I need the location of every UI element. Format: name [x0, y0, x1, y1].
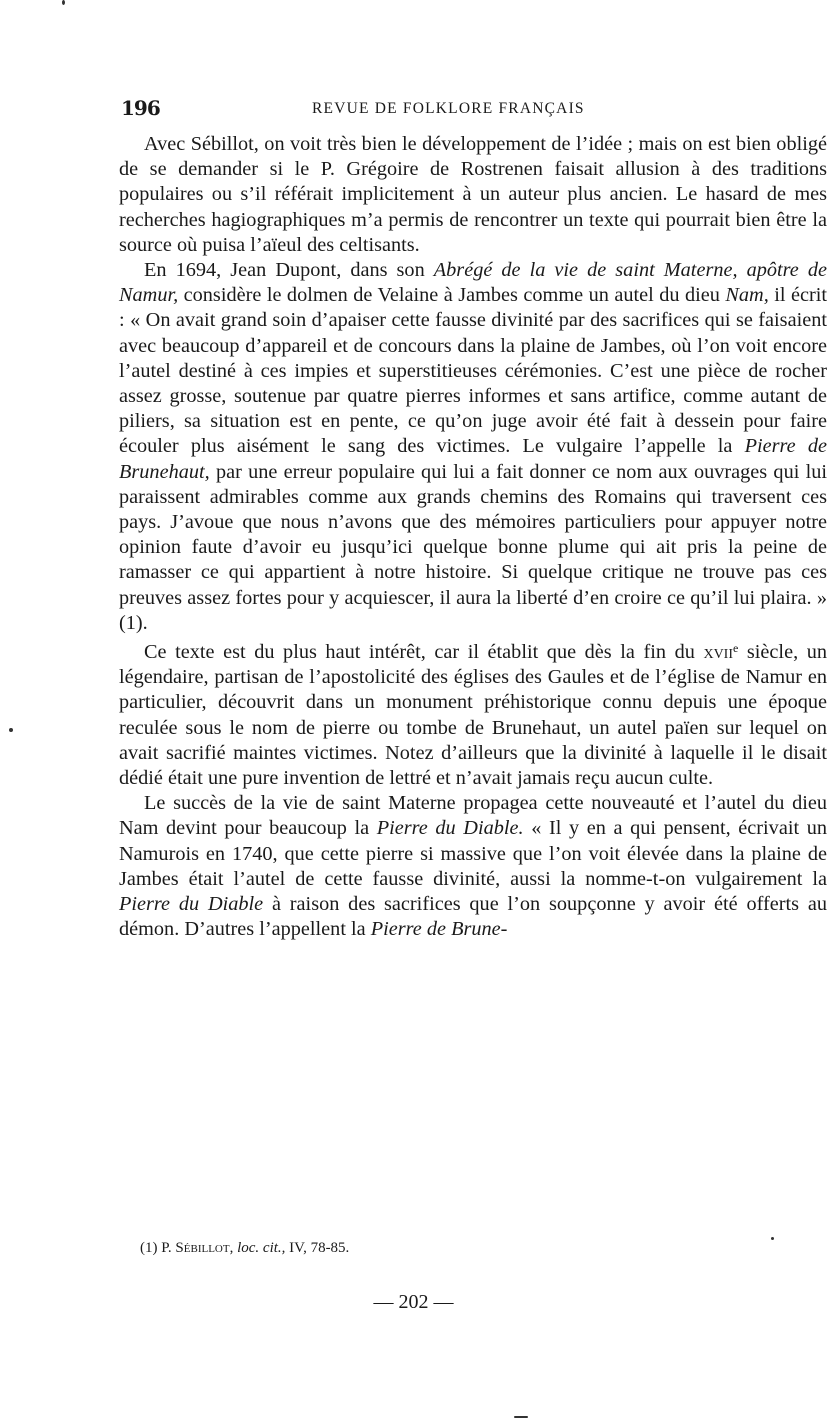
- footnote-marker: (1) P.: [140, 1240, 176, 1256]
- paragraph-2: [119, 258, 827, 636]
- pierre-du-diable-2: Pierre du Diable: [119, 893, 264, 916]
- p2-text-d: par une erreur populaire qui lui a fait donner ce nom aux ouvrages qui lui paraissent admirables comme aux grands chemins des Romains qui traversent ces pays. J’avoue que nous n’avons que des mémoires particuliers pour appuyer notre opinion faute d’avoir eu jusqu’ici quelque bonne plume qui ait pris la peine de ramasser ce qui appartient à notre histoire. Si quelque critique ne trouve pas ces preuves assez fortes pour y acquiescer, il aura la liberté d’en croire ce qu’il lui plaira. » (1).: [119, 460, 827, 634]
- paragraph-3: [119, 636, 827, 791]
- paragraph-1: [119, 132, 827, 258]
- p2-text-b: considère le dolmen de Velaine à Jambes comme un autel du dieu: [178, 284, 726, 307]
- p3-text-a: Ce texte est du plus haut intérêt, car il établit que dès la fin du: [144, 641, 704, 664]
- book-title: Abrégé de la vie de saint Materne, apôtre de Namur,: [119, 259, 827, 307]
- pierre-du-diable-1: Pierre du Diable.: [376, 817, 524, 840]
- footnote-loc: loc. cit.,: [237, 1240, 286, 1256]
- p3-text-b: siècle, un légendaire, partisan de l’apostolicité des églises des Gaules et de l’église de Namur en particulier, découvrit dans un monument préhistorique connu depuis une époque reculée sous le nom de pierre ou tombe de Brunehaut, un autel païen sur lequel on avait sacrifié maintes victimes. Notez d’ailleurs que la divinité à laquelle il le disait dédié était une pure invention de lettré et n’avait jamais reçu aucun culte.: [119, 641, 827, 790]
- scan-speck: [514, 1416, 528, 1418]
- running-title: REVUE DE FOLKLORE FRANÇAIS: [312, 100, 585, 117]
- pierre-brunehaut: Pierre de Brunehaut,: [119, 435, 827, 483]
- pierre-de-brune: Pierre de Brune-: [370, 918, 508, 941]
- scan-speck: [62, 0, 65, 5]
- scan-speck: [771, 1237, 774, 1240]
- p4-text-c: à raison des sacrifices que l’on soupçonne y avoir été offerts au démon. D’autres l’appellent la: [119, 893, 827, 941]
- god-name: Nam,: [725, 284, 769, 307]
- header-page-number: 196: [121, 96, 160, 120]
- p2-text-c: il écrit : « On avait grand soin d’apaiser cette fausse divinité par des sacrifices qui se faisaient avec beaucoup d’appareil et de concours dans la plaine de Jambes, où l’on voit encore l’autel destiné à ces impies et superstitieuses cérémonies. C’est une pièce de rocher assez grosse, soutenue par quatre pierres informes et sans artifice, comme autant de piliers, sa situation est en pente, ce qu’on juge avoir été fait à dessein pour faire écouler plus aisément le sang des victimes. Le vulgaire l’appelle la: [119, 284, 827, 458]
- paragraph-4: [119, 791, 827, 942]
- footnote-ref: IV, 78-85.: [285, 1240, 350, 1256]
- footnote: [140, 1240, 349, 1257]
- p2-text-a: En 1694, Jean Dupont, dans son: [144, 259, 434, 282]
- body-text: [119, 132, 827, 943]
- footnote-author: Sébillot,: [175, 1240, 234, 1256]
- century-numeral: xvii: [703, 641, 733, 664]
- paragraph-1-text: Avec Sébillot, on voit très bien le développement de l’idée ; mais on est bien obligé de se demander si le P. Grégoire de Rostrenen faisait allusion à des traditions populaires ou s’il référait implicitement à un auteur plus ancien. Le hasard de mes recherches hagiographiques m’a permis de rencontrer un texte qui pourrait bien être la source où puisa l’aïeul des celtisants.: [119, 133, 827, 256]
- century-superscript: e: [733, 641, 739, 656]
- running-header: [121, 96, 827, 124]
- folio-page-number: — 202 —: [373, 1291, 454, 1313]
- p4-text-b: « Il y en a qui pensent, écrivait un Namurois en 1740, que cette pierre si massive que l’on voit élevée dans la plaine de Jambes était l’autel de cette fausse divinité, aussi la nomme-t-on vulgairement la: [119, 817, 827, 890]
- scan-speck: [9, 728, 13, 732]
- p4-text-a: Le succès de la vie de saint Materne propagea cette nouveauté et l’autel du dieu Nam devint pour beaucoup la: [119, 792, 827, 840]
